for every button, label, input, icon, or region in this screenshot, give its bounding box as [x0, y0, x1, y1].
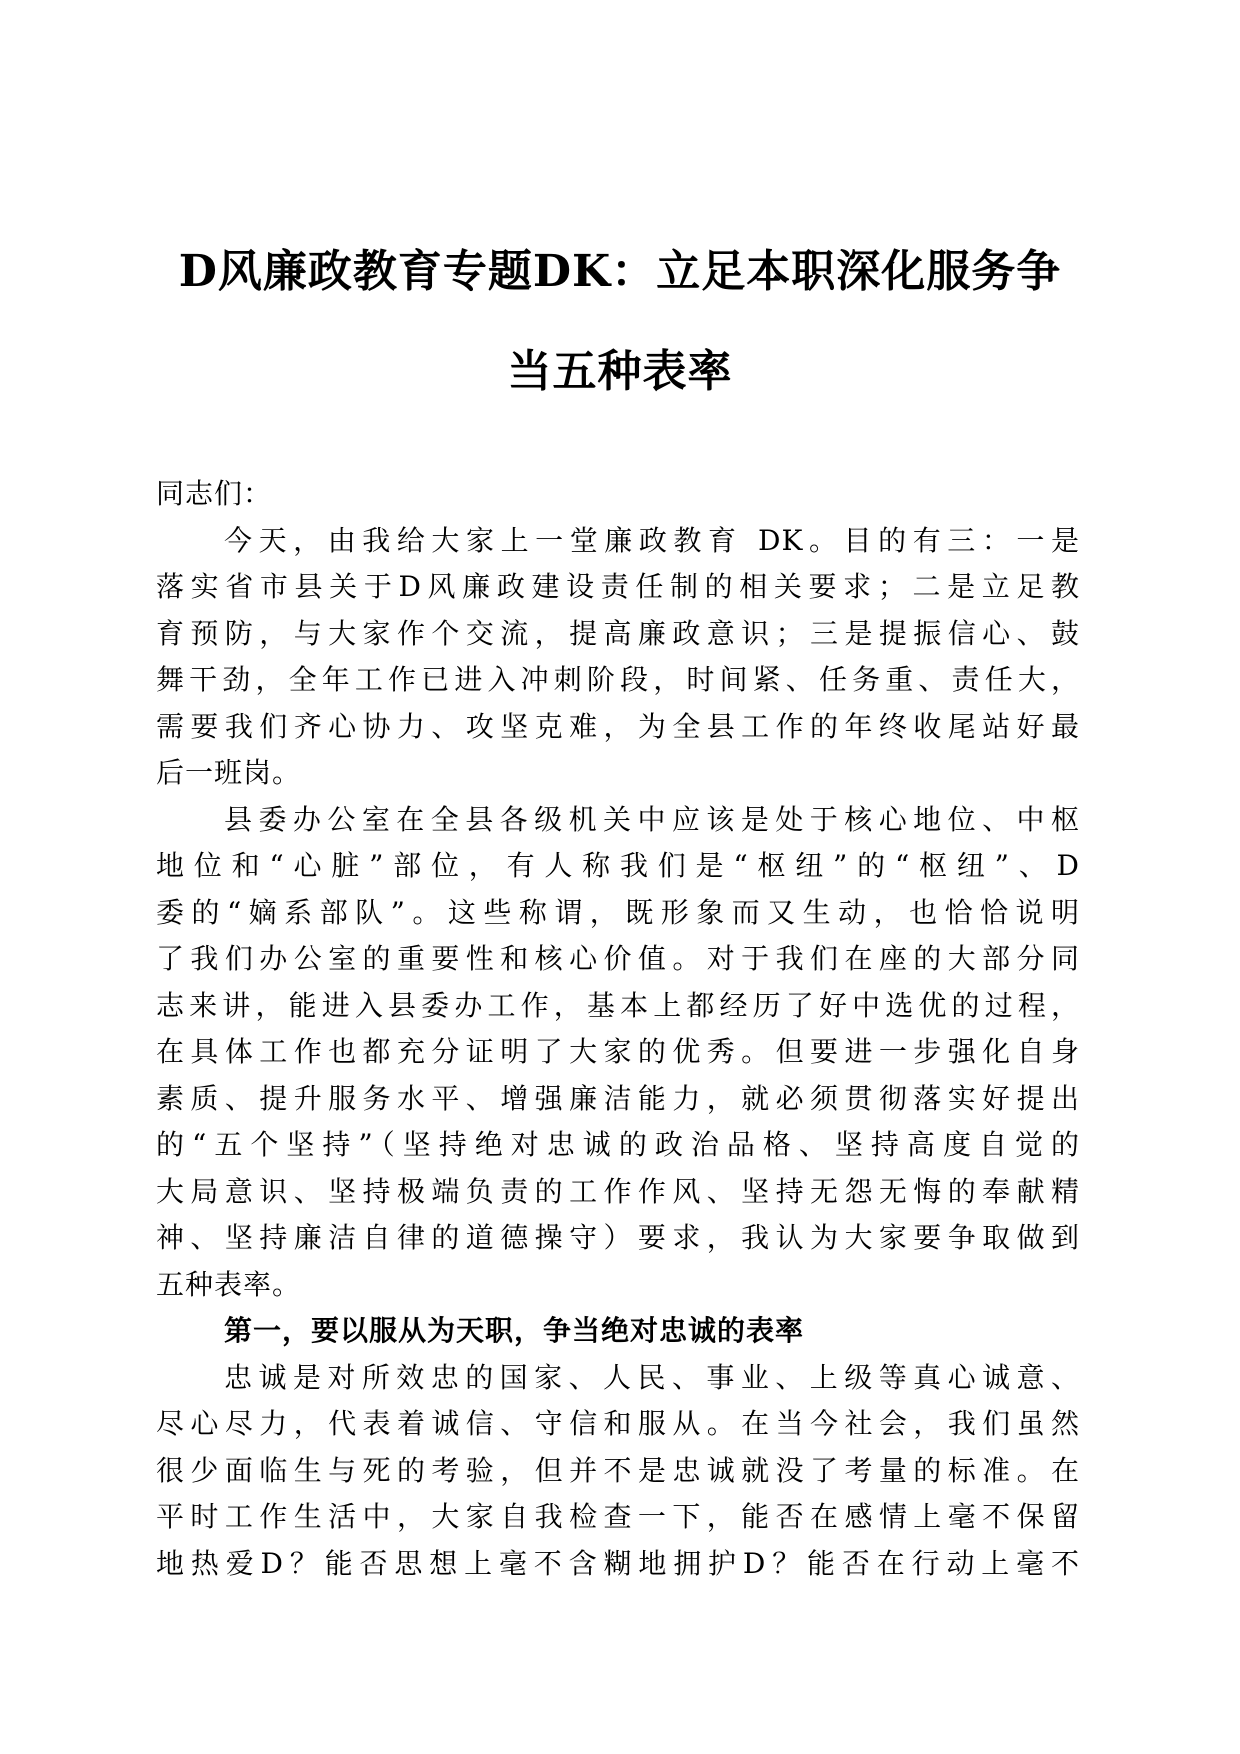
section-paragraph-line: 很少面临生与死的考验，但并不是忠诚就没了考量的标准。在: [156, 1453, 1080, 1487]
paragraph-2-line: 委的“嫡系部队”。这些称谓，既形象而又生动，也恰恰说明: [156, 895, 1080, 929]
paragraph-1-line: 后一班岗。: [156, 756, 302, 789]
paragraph-2-line: 五种表率。: [156, 1267, 302, 1301]
paragraph-2-line: 了我们办公室的重要性和核心价值。对于我们在座的大部分同: [156, 942, 1080, 975]
section-paragraph-line: 忠诚是对所效忠的国家、人民、事业、上级等真心诚意、: [224, 1360, 1080, 1394]
document-body: [156, 471, 1080, 1587]
section-paragraph-line: 平时工作生活中，大家自我检查一下，能否在感情上毫不保留: [156, 1500, 1080, 1533]
paragraph-2-line: 志来讲，能进入县委办工作，基本上都经历了好中选优的过程，: [156, 988, 1080, 1022]
paragraph-2-line: 的“五个坚持”（坚持绝对忠诚的政治品格、坚持高度自觉的: [156, 1128, 1080, 1161]
section-heading: 第一，要以服从为天职，争当绝对忠诚的表率: [224, 1314, 805, 1347]
paragraph-1-line: 需要我们齐心协力、攻坚克难，为全县工作的年终收尾站好最: [156, 709, 1080, 743]
paragraph-1-line: 舞干劲，全年工作已进入冲刺阶段，时间紧、任务重、责任大，: [156, 663, 1080, 696]
greeting: 同志们：: [156, 477, 273, 510]
paragraph-1-line: 今天，由我给大家上一堂廉政教育 DK。目的有三：一是: [224, 523, 1080, 557]
title-line-1: D风廉政教育专题DK：立足本职深化服务争: [178, 246, 1062, 297]
paragraph-2-line: 大局意识、坚持极端负责的工作作风、坚持无怨无悔的奉献精: [156, 1174, 1080, 1208]
paragraph-1-line: 落实省市县关于D风廉政建设责任制的相关要求；二是立足教: [156, 570, 1080, 603]
paragraph-2-line: 地位和“心脏”部位，有人称我们是“枢纽”的“枢纽”、D: [156, 849, 1080, 882]
section-paragraph-line: 地热爱D？能否思想上毫不含糊地拥护D？能否在行动上毫不: [156, 1546, 1080, 1580]
paragraph-1-line: 育预防，与大家作个交流，提高廉政意识；三是提振信心、鼓: [156, 616, 1080, 650]
document-title: [150, 222, 1090, 422]
paragraph-2-line: 在具体工作也都充分证明了大家的优秀。但要进一步强化自身: [156, 1035, 1080, 1068]
paragraph-2-line: 县委办公室在全县各级机关中应该是处于核心地位、中枢: [224, 802, 1080, 836]
section-paragraph-line: 尽心尽力，代表着诚信、守信和服从。在当今社会，我们虽然: [156, 1407, 1080, 1440]
paragraph-2-line: 素质、提升服务水平、增强廉洁能力，就必须贯彻落实好提出: [156, 1081, 1080, 1115]
paragraph-2-line: 神、坚持廉洁自律的道德操守）要求，我认为大家要争取做到: [156, 1221, 1080, 1254]
title-line-2: 当五种表率: [507, 346, 733, 397]
